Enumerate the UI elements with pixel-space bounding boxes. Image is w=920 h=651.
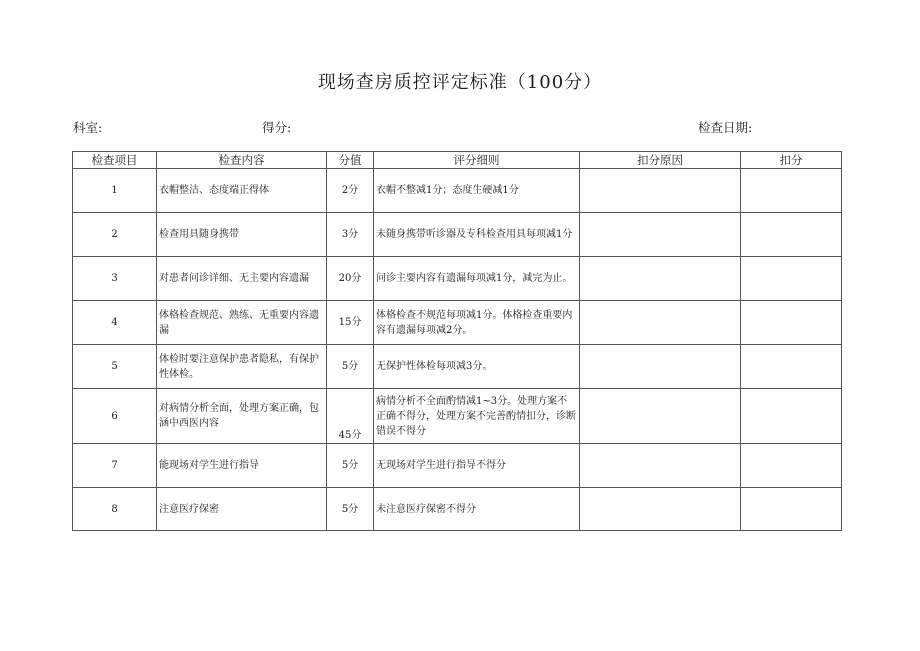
cell-content: 衣帽整洁、态度端正得体 [157, 169, 327, 213]
cell-criteria: 病情分析不全面酌情减1~3分。处理方案不正确不得分，处理方案不完善酌情扣分，诊断错误不得分 [374, 389, 580, 444]
cell-content: 对患者问诊详细、无主要内容遗漏 [157, 257, 327, 301]
department-label: 科室: [73, 120, 103, 135]
cell-reason[interactable] [580, 488, 741, 531]
cell-item: 6 [73, 389, 157, 444]
cell-score: 5分 [327, 444, 374, 488]
cell-reason[interactable] [580, 301, 741, 345]
cell-content: 体检时要注意保护患者隐私，有保护性体检。 [157, 345, 327, 389]
cell-score: 5分 [327, 488, 374, 531]
cell-deduction[interactable] [741, 257, 842, 301]
cell-reason[interactable] [580, 257, 741, 301]
header-criteria: 评分细则 [374, 152, 580, 169]
cell-criteria: 未随身携带听诊器及专科检查用具每项减1分 [374, 213, 580, 257]
cell-deduction[interactable] [741, 301, 842, 345]
cell-item: 4 [73, 301, 157, 345]
cell-item: 3 [73, 257, 157, 301]
inspection-date-label: 检查日期: [698, 120, 753, 135]
cell-criteria: 无现场对学生进行指导不得分 [374, 444, 580, 488]
cell-reason[interactable] [580, 345, 741, 389]
cell-reason[interactable] [580, 169, 741, 213]
header-score: 分值 [327, 152, 374, 169]
cell-item: 1 [73, 169, 157, 213]
cell-deduction[interactable] [741, 488, 842, 531]
cell-content: 体格检查规范、熟练、无重要内容遗漏 [157, 301, 327, 345]
cell-deduction[interactable] [741, 389, 842, 444]
header-content: 检查内容 [157, 152, 327, 169]
table-row [73, 257, 842, 301]
page-title: 现场查房质控评定标准（100分） [317, 72, 603, 93]
cell-score: 3分 [327, 213, 374, 257]
table-header-row [73, 152, 842, 169]
cell-item: 8 [73, 488, 157, 531]
cell-score: 2分 [327, 169, 374, 213]
cell-criteria: 体格检查不规范每项减1分。体格检查重要内容有遗漏每项减2分。 [374, 301, 580, 345]
evaluation-table [72, 151, 842, 531]
header-item: 检查项目 [73, 152, 157, 169]
cell-item: 2 [73, 213, 157, 257]
cell-content: 对病情分析全面，处理方案正确，包涵中西医内容 [157, 389, 327, 444]
cell-item: 5 [73, 345, 157, 389]
cell-content: 检查用具随身携带 [157, 213, 327, 257]
table-row [73, 345, 842, 389]
cell-score: 15分 [327, 301, 374, 345]
cell-content: 能现场对学生进行指导 [157, 444, 327, 488]
table-row [73, 169, 842, 213]
table-row [73, 488, 842, 531]
cell-content: 注意医疗保密 [157, 488, 327, 531]
cell-deduction[interactable] [741, 345, 842, 389]
cell-score: 45分 [327, 389, 374, 444]
table-row [73, 213, 842, 257]
header-reason: 扣分原因 [580, 152, 741, 169]
cell-deduction[interactable] [741, 444, 842, 488]
cell-criteria: 衣帽不整减1分；态度生硬减1分 [374, 169, 580, 213]
cell-criteria: 未注意医疗保密不得分 [374, 488, 580, 531]
cell-score: 20分 [327, 257, 374, 301]
table-row [73, 444, 842, 488]
cell-reason[interactable] [580, 213, 741, 257]
score-label: 得分: [262, 120, 292, 135]
cell-reason[interactable] [580, 389, 741, 444]
cell-reason[interactable] [580, 444, 741, 488]
cell-criteria: 问诊主要内容有遗漏每项减1分，减完为止。 [374, 257, 580, 301]
cell-criteria: 无保护性体检每项减3分。 [374, 345, 580, 389]
cell-score: 5分 [327, 345, 374, 389]
cell-item: 7 [73, 444, 157, 488]
cell-deduction[interactable] [741, 213, 842, 257]
header-deduction: 扣分 [741, 152, 842, 169]
table-row [73, 301, 842, 345]
cell-deduction[interactable] [741, 169, 842, 213]
table-row [73, 389, 842, 444]
